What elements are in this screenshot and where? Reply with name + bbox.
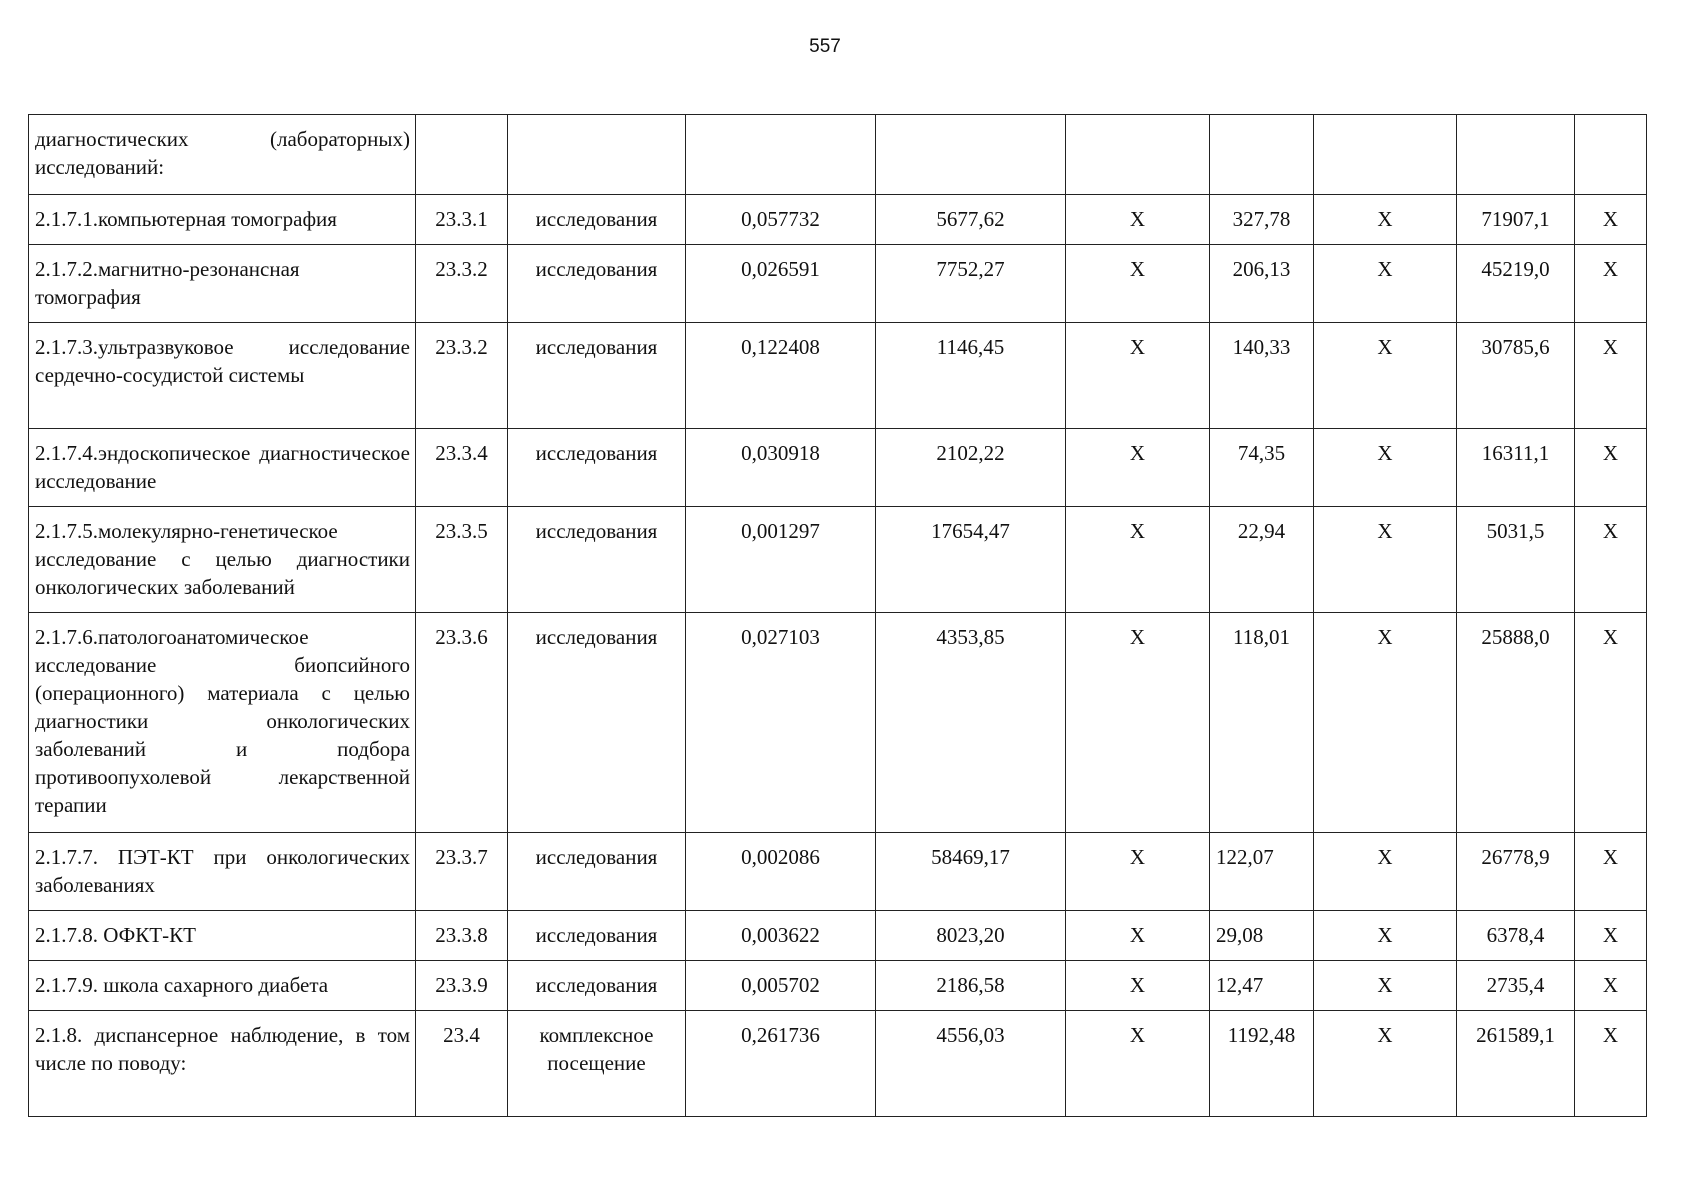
row-value-cell: 45219,0	[1457, 245, 1575, 323]
row-x-cell: Х	[1066, 323, 1210, 429]
row-volume-cell: 0,030918	[686, 429, 876, 507]
row-value-cell: 327,78	[1210, 195, 1314, 245]
row-name-cell: 2.1.7.7. ПЭТ-КТ при онкологических заболеваниях	[29, 833, 416, 911]
row-cost-cell: 58469,17	[876, 833, 1066, 911]
row-x-cell: Х	[1066, 961, 1210, 1011]
row-unit-cell: исследования	[508, 613, 686, 833]
row-cost-cell: 4556,03	[876, 1011, 1066, 1117]
row-code-cell: 23.3.4	[416, 429, 508, 507]
row-volume-cell: 0,003622	[686, 911, 876, 961]
row-x-cell: Х	[1314, 1011, 1457, 1117]
row-cost-cell: 2102,22	[876, 429, 1066, 507]
row-name-cell: 2.1.8. диспансерное наблюдение, в том числе по поводу:	[29, 1011, 416, 1117]
row-cost-cell: 1146,45	[876, 323, 1066, 429]
row-value-cell: 22,94	[1210, 507, 1314, 613]
row-cost-cell: 7752,27	[876, 245, 1066, 323]
row-code-cell: 23.3.2	[416, 245, 508, 323]
row-volume-cell: 0,261736	[686, 1011, 876, 1117]
row-name-cell: 2.1.7.5.молекулярно-генетическое исследование с целью диагностики онкологических заболеваний	[29, 507, 416, 613]
row-name-cell: 2.1.7.4.эндоскопическое диагностическое исследование	[29, 429, 416, 507]
row-x-cell: Х	[1066, 1011, 1210, 1117]
row-unit-cell: комплексное посещение	[508, 1011, 686, 1117]
row-x-cell: Х	[1066, 507, 1210, 613]
table-row	[29, 507, 1647, 613]
row-code-cell: 23.3.8	[416, 911, 508, 961]
row-x-cell	[1066, 115, 1210, 195]
row-value-cell: 30785,6	[1457, 323, 1575, 429]
row-unit-cell: исследования	[508, 195, 686, 245]
row-x-cell: Х	[1575, 833, 1647, 911]
row-value-cell: 261589,1	[1457, 1011, 1575, 1117]
row-x-cell: Х	[1066, 429, 1210, 507]
table-row	[29, 323, 1647, 429]
row-volume-cell: 0,005702	[686, 961, 876, 1011]
table-row	[29, 429, 1647, 507]
row-value-cell: 25888,0	[1457, 613, 1575, 833]
table-row	[29, 961, 1647, 1011]
row-value-cell: 71907,1	[1457, 195, 1575, 245]
row-value-cell	[1457, 115, 1575, 195]
row-x-cell: Х	[1575, 245, 1647, 323]
row-volume-cell: 0,122408	[686, 323, 876, 429]
row-unit-cell: исследования	[508, 911, 686, 961]
row-name-cell: 2.1.7.1.компьютерная томография	[29, 195, 416, 245]
row-value-cell: 140,33	[1210, 323, 1314, 429]
row-x-cell: Х	[1066, 911, 1210, 961]
row-cost-cell	[876, 115, 1066, 195]
row-code-cell	[416, 115, 508, 195]
row-x-cell: Х	[1575, 507, 1647, 613]
table-row	[29, 613, 1647, 833]
row-value-cell: 206,13	[1210, 245, 1314, 323]
row-unit-cell: исследования	[508, 961, 686, 1011]
row-value-cell	[1210, 115, 1314, 195]
row-cost-cell: 2186,58	[876, 961, 1066, 1011]
row-volume-cell: 0,026591	[686, 245, 876, 323]
row-unit-cell: исследования	[508, 323, 686, 429]
row-x-cell: Х	[1575, 429, 1647, 507]
row-x-cell: Х	[1314, 429, 1457, 507]
row-cost-cell: 17654,47	[876, 507, 1066, 613]
row-code-cell: 23.3.5	[416, 507, 508, 613]
row-x-cell	[1314, 115, 1457, 195]
table-body	[29, 115, 1647, 1117]
row-x-cell: Х	[1066, 613, 1210, 833]
row-name-cell: 2.1.7.6.патологоанатомическое исследование биопсийного (операционного) материала с целью диагностики онкологических заболеваний и подбора противоопухолевой лекарственной терапии	[29, 613, 416, 833]
row-x-cell: Х	[1575, 1011, 1647, 1117]
row-value-cell: 2735,4	[1457, 961, 1575, 1011]
row-value-cell: 12,47	[1210, 961, 1314, 1011]
row-value-cell: 26778,9	[1457, 833, 1575, 911]
row-x-cell: Х	[1314, 961, 1457, 1011]
row-x-cell: Х	[1314, 507, 1457, 613]
row-x-cell: Х	[1066, 195, 1210, 245]
row-code-cell: 23.3.6	[416, 613, 508, 833]
table-row	[29, 911, 1647, 961]
row-volume-cell: 0,027103	[686, 613, 876, 833]
row-value-cell: 29,08	[1210, 911, 1314, 961]
row-x-cell	[1575, 115, 1647, 195]
row-code-cell: 23.3.9	[416, 961, 508, 1011]
row-x-cell: Х	[1575, 911, 1647, 961]
row-value-cell: 118,01	[1210, 613, 1314, 833]
row-value-cell: 16311,1	[1457, 429, 1575, 507]
row-unit-cell: исследования	[508, 245, 686, 323]
row-code-cell: 23.3.7	[416, 833, 508, 911]
row-x-cell: Х	[1575, 613, 1647, 833]
row-name-cell: диагностических (лабораторных) исследований:	[29, 115, 416, 195]
row-x-cell: Х	[1314, 613, 1457, 833]
row-cost-cell: 8023,20	[876, 911, 1066, 961]
row-value-cell: 1192,48	[1210, 1011, 1314, 1117]
row-name-cell: 2.1.7.2.магнитно-резонансная томография	[29, 245, 416, 323]
row-value-cell: 6378,4	[1457, 911, 1575, 961]
row-name-cell: 2.1.7.8. ОФКТ-КТ	[29, 911, 416, 961]
row-x-cell: Х	[1066, 833, 1210, 911]
row-value-cell: 74,35	[1210, 429, 1314, 507]
row-x-cell: Х	[1314, 323, 1457, 429]
row-unit-cell: исследования	[508, 507, 686, 613]
row-x-cell: Х	[1314, 195, 1457, 245]
row-volume-cell: 0,001297	[686, 507, 876, 613]
table-row	[29, 833, 1647, 911]
row-name-cell: 2.1.7.9. школа сахарного диабета	[29, 961, 416, 1011]
row-code-cell: 23.3.2	[416, 323, 508, 429]
row-value-cell: 122,07	[1210, 833, 1314, 911]
table-row	[29, 245, 1647, 323]
row-x-cell: Х	[1575, 323, 1647, 429]
row-x-cell: Х	[1575, 195, 1647, 245]
row-x-cell: Х	[1314, 833, 1457, 911]
page-number: 557	[809, 36, 841, 57]
row-unit-cell: исследования	[508, 429, 686, 507]
row-x-cell: Х	[1575, 961, 1647, 1011]
row-volume-cell: 0,002086	[686, 833, 876, 911]
row-x-cell: Х	[1314, 911, 1457, 961]
row-volume-cell: 0,057732	[686, 195, 876, 245]
row-value-cell: 5031,5	[1457, 507, 1575, 613]
data-table	[28, 114, 1647, 1117]
row-name-cell: 2.1.7.3.ультразвуковое исследование сердечно-сосудистой системы	[29, 323, 416, 429]
row-cost-cell: 5677,62	[876, 195, 1066, 245]
row-volume-cell	[686, 115, 876, 195]
table-row	[29, 1011, 1647, 1117]
row-code-cell: 23.4	[416, 1011, 508, 1117]
row-unit-cell: исследования	[508, 833, 686, 911]
row-x-cell: Х	[1066, 245, 1210, 323]
row-x-cell: Х	[1314, 245, 1457, 323]
row-unit-cell	[508, 115, 686, 195]
row-code-cell: 23.3.1	[416, 195, 508, 245]
table-row	[29, 195, 1647, 245]
table-row	[29, 115, 1647, 195]
row-cost-cell: 4353,85	[876, 613, 1066, 833]
